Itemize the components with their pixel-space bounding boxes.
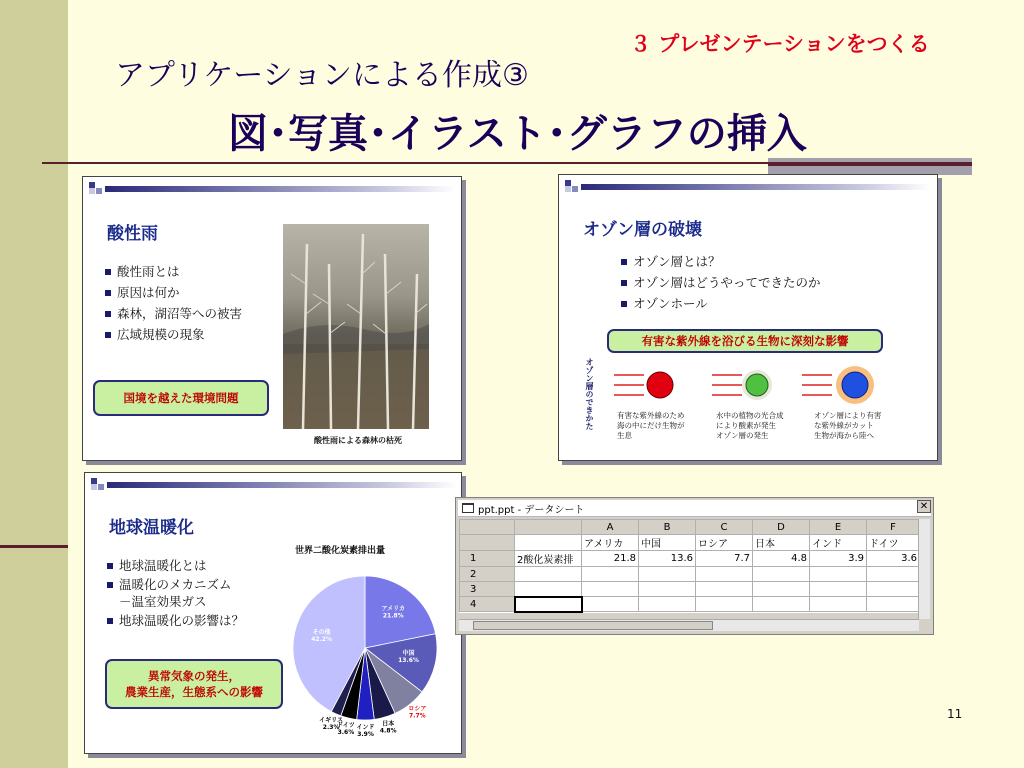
row-header[interactable]: 2 — [460, 567, 515, 582]
table-row — [460, 551, 920, 567]
category-cell[interactable]: ドイツ — [867, 535, 920, 551]
data-cell[interactable]: 3.6 — [867, 551, 920, 567]
datasheet-icon — [462, 503, 474, 513]
category-cell[interactable]: ロシア — [696, 535, 753, 551]
column-header[interactable]: C — [696, 520, 753, 535]
table-row — [460, 582, 920, 597]
bullet-item: オゾン層はどうやってできたのか — [621, 272, 821, 293]
column-letter-row — [460, 520, 920, 535]
pie-label: ロシア 7.7% — [408, 705, 427, 720]
row-header[interactable]: 3 — [460, 582, 515, 597]
pie-label: イギリス 2.3% — [319, 716, 344, 731]
photo-caption: 酸性雨による森林の枯死 — [314, 436, 402, 445]
category-cell[interactable]: 日本 — [753, 535, 810, 551]
data-cell[interactable]: 13.6 — [639, 551, 696, 567]
diagram-caption-3: オゾン層により有害 な紫外線がカット 生物が海から陸へ — [814, 411, 882, 440]
bullet-item: 地球温暖化の影響は？ — [107, 610, 244, 631]
pie-label: 中国 13.6% — [398, 650, 419, 665]
data-cell[interactable]: 7.7 — [696, 551, 753, 567]
callout-box: 異常気象の発生， 農業生産，生態系への影響 — [105, 659, 283, 709]
column-header[interactable]: A — [582, 520, 639, 535]
column-header[interactable]: E — [810, 520, 867, 535]
pie-chart — [285, 568, 445, 738]
category-row — [460, 535, 920, 551]
bullet-item: 酸性雨とは — [105, 261, 242, 282]
close-icon[interactable]: ✕ — [917, 500, 931, 513]
bullet-list — [621, 251, 821, 314]
data-cell[interactable]: 3.9 — [810, 551, 867, 567]
forest-photo — [283, 224, 429, 429]
ozone-diagram — [614, 365, 904, 405]
page-title-line1: アプリケーションによる作成③ — [115, 58, 529, 93]
callout-box: 国境を越えた環境問題 — [93, 380, 269, 416]
slide-thumbnail-global-warming[interactable] — [84, 472, 462, 754]
page-number: 11 — [947, 707, 963, 721]
data-cell[interactable]: 21.8 — [582, 551, 639, 567]
table-row — [460, 597, 920, 612]
row-header[interactable]: 1 — [460, 551, 515, 567]
datasheet-titlebar[interactable] — [458, 500, 931, 517]
bullet-list — [105, 261, 242, 345]
category-cell[interactable]: アメリカ — [582, 535, 639, 551]
category-cell[interactable]: インド — [810, 535, 867, 551]
slide-title: オゾン層の破壊 — [583, 220, 702, 240]
active-cell[interactable] — [515, 597, 582, 612]
datasheet-window[interactable] — [455, 497, 934, 635]
bullet-item: 原因は何か — [105, 282, 242, 303]
column-header[interactable]: D — [753, 520, 810, 535]
row-header[interactable]: 4 — [460, 597, 515, 612]
scrollbar-thumb[interactable] — [473, 621, 713, 630]
callout-box: 有害な紫外線を浴びる生物に深刻な影響 — [607, 329, 883, 353]
pie-label: ドイツ 3.6% — [337, 721, 355, 736]
category-cell[interactable]: 中国 — [639, 535, 696, 551]
bullet-list — [107, 555, 244, 631]
slide-deco-bar — [581, 184, 931, 190]
slide-title: 地球温暖化 — [109, 518, 194, 538]
datasheet-title: ppt.ppt - データシート — [478, 504, 585, 516]
slide-thumbnail-ozone[interactable] — [558, 174, 938, 461]
slide-title: 酸性雨 — [107, 224, 158, 244]
column-header[interactable]: F — [867, 520, 920, 535]
diagram-caption-1: 有害な紫外線のため 海の中にだけ生物が 生息 — [617, 411, 685, 440]
header-rule-box — [768, 158, 972, 175]
table-row — [460, 567, 920, 582]
pie-label: 日本 4.8% — [379, 720, 397, 735]
page-title-line2: 図･写真･イラスト･グラフの挿入 — [228, 111, 807, 157]
diagram-caption-2: 水中の植物の光合成 により酸素が発生 オゾン層の発生 — [716, 411, 784, 440]
pie-label: その他 42.2% — [311, 629, 333, 644]
slide-deco-bar — [107, 482, 457, 488]
earth-circle-red — [647, 372, 673, 398]
bullet-item: 広域規模の現象 — [105, 324, 242, 345]
bullet-item: 温暖化のメカニズム — [107, 576, 244, 593]
pie-label: インド 3.9% — [356, 723, 375, 738]
section-label: ３ プレゼンテーションをつくる — [630, 32, 930, 56]
slide-thumbnail-acid-rain[interactable] — [82, 176, 462, 461]
header-rule-inner — [768, 164, 972, 166]
bullet-item: オゾン層とは？ — [621, 251, 821, 272]
column-header[interactable]: B — [639, 520, 696, 535]
left-decor-line — [0, 545, 68, 548]
datasheet-grid[interactable] — [459, 519, 920, 613]
data-cell[interactable]: 4.8 — [753, 551, 810, 567]
bullet-item: オゾンホール — [621, 293, 821, 314]
horizontal-scrollbar[interactable] — [459, 619, 919, 631]
vertical-label: オゾン層のできかた — [585, 358, 594, 430]
series-label-cell[interactable]: 2酸化炭素排 — [515, 551, 582, 567]
sub-bullet-item: －温室効果ガス — [119, 594, 207, 609]
bullet-item: 地球温暖化とは — [107, 555, 244, 576]
left-decor-bar — [0, 0, 68, 768]
pie-label: アメリカ 21.8% — [381, 605, 406, 620]
chart-title: 世界二酸化炭素排出量 — [295, 546, 386, 556]
bullet-item: 森林，湖沼等への被害 — [105, 303, 242, 324]
slide-deco-bar — [105, 186, 455, 192]
vertical-scrollbar[interactable] — [918, 519, 930, 619]
